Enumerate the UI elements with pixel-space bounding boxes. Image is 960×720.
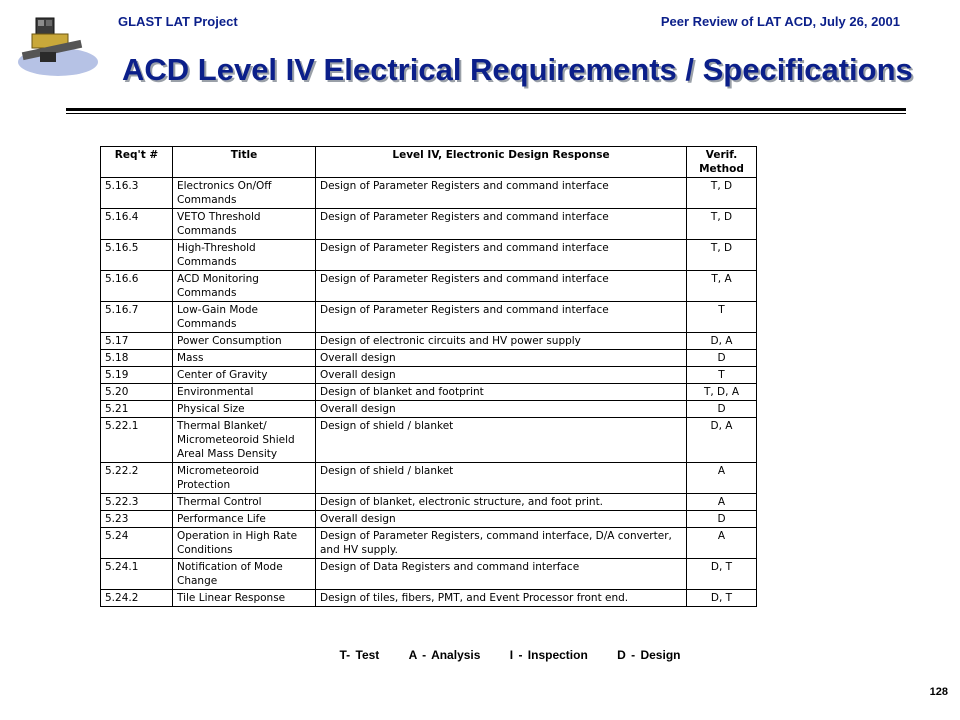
glast-satellite-logo — [12, 12, 104, 84]
cell-verif-method: D — [687, 511, 757, 528]
cell-title: Operation in High Rate Conditions — [173, 528, 316, 559]
slide-title: ACD Level IV Electrical Requirements / Specifications — [122, 52, 913, 87]
cell-response: Design of electronic circuits and HV power supply — [316, 333, 687, 350]
cell-verif-method: A — [687, 528, 757, 559]
legend-test: T- Test — [339, 648, 380, 662]
cell-title: VETO Threshold Commands — [173, 209, 316, 240]
cell-req-number: 5.20 — [101, 384, 173, 401]
cell-title: Physical Size — [173, 401, 316, 418]
cell-verif-method: T — [687, 367, 757, 384]
cell-response: Overall design — [316, 350, 687, 367]
cell-req-number: 5.24 — [101, 528, 173, 559]
cell-title: Performance Life — [173, 511, 316, 528]
cell-response: Design of Parameter Registers and command interface — [316, 302, 687, 333]
cell-verif-method: T, D, A — [687, 384, 757, 401]
table-body — [101, 178, 757, 607]
cell-response: Design of Parameter Registers, command interface, D/A converter, and HV supply. — [316, 528, 687, 559]
cell-req-number: 5.16.4 — [101, 209, 173, 240]
cell-verif-method: T — [687, 302, 757, 333]
cell-req-number: 5.18 — [101, 350, 173, 367]
table-row — [101, 401, 757, 418]
title-rule — [66, 108, 906, 111]
cell-title: Micrometeoroid Protection — [173, 463, 316, 494]
cell-response: Design of Parameter Registers and command interface — [316, 178, 687, 209]
project-label: GLAST LAT Project — [118, 14, 238, 29]
table-row — [101, 302, 757, 333]
cell-response: Design of tiles, fibers, PMT, and Event Processor front end. — [316, 590, 687, 607]
cell-title: Center of Gravity — [173, 367, 316, 384]
requirements-table — [100, 146, 757, 607]
cell-title: Low-Gain Mode Commands — [173, 302, 316, 333]
cell-response: Design of blanket, electronic structure, and foot print. — [316, 494, 687, 511]
cell-req-number: 5.17 — [101, 333, 173, 350]
table-row — [101, 559, 757, 590]
col-header-response: Level IV, Electronic Design Response — [316, 147, 687, 178]
cell-title: Power Consumption — [173, 333, 316, 350]
cell-title: Mass — [173, 350, 316, 367]
table-row — [101, 590, 757, 607]
cell-verif-method: T, D — [687, 178, 757, 209]
cell-response: Design of Data Registers and command interface — [316, 559, 687, 590]
cell-verif-method: T, A — [687, 271, 757, 302]
col-header-verif: Verif. Method — [687, 147, 757, 178]
cell-req-number: 5.16.6 — [101, 271, 173, 302]
cell-title: Thermal Blanket/ Micrometeoroid Shield Areal Mass Density — [173, 418, 316, 463]
cell-title: Notification of Mode Change — [173, 559, 316, 590]
cell-response: Design of shield / blanket — [316, 418, 687, 463]
cell-verif-method: D, A — [687, 333, 757, 350]
cell-req-number: 5.16.5 — [101, 240, 173, 271]
col-header-title: Title — [173, 147, 316, 178]
cell-req-number: 5.22.3 — [101, 494, 173, 511]
table-row — [101, 418, 757, 463]
table-row — [101, 494, 757, 511]
cell-req-number: 5.24.1 — [101, 559, 173, 590]
review-label: Peer Review of LAT ACD, July 26, 2001 — [660, 14, 900, 29]
cell-title: Thermal Control — [173, 494, 316, 511]
cell-response: Overall design — [316, 511, 687, 528]
cell-response: Design of Parameter Registers and command interface — [316, 271, 687, 302]
title-rule-thin — [66, 113, 906, 114]
cell-verif-method: T, D — [687, 240, 757, 271]
cell-req-number: 5.23 — [101, 511, 173, 528]
table-row — [101, 463, 757, 494]
cell-title: Environmental — [173, 384, 316, 401]
legend — [0, 648, 960, 662]
table-row — [101, 367, 757, 384]
cell-title: Electronics On/Off Commands — [173, 178, 316, 209]
table-row — [101, 271, 757, 302]
cell-verif-method: A — [687, 494, 757, 511]
legend-analysis: A - Analysis — [408, 648, 481, 662]
cell-verif-method: T, D — [687, 209, 757, 240]
cell-title: High-Threshold Commands — [173, 240, 316, 271]
table-row — [101, 528, 757, 559]
cell-response: Design of Parameter Registers and command interface — [316, 240, 687, 271]
cell-req-number: 5.16.7 — [101, 302, 173, 333]
cell-req-number: 5.22.1 — [101, 418, 173, 463]
cell-req-number: 5.19 — [101, 367, 173, 384]
col-header-req: Req't # — [101, 147, 173, 178]
cell-response: Design of shield / blanket — [316, 463, 687, 494]
cell-verif-method: D — [687, 350, 757, 367]
table-row — [101, 511, 757, 528]
cell-title: ACD Monitoring Commands — [173, 271, 316, 302]
table-row — [101, 350, 757, 367]
cell-verif-method: D, A — [687, 418, 757, 463]
legend-design: D - Design — [617, 648, 681, 662]
cell-verif-method: D, T — [687, 559, 757, 590]
cell-req-number: 5.21 — [101, 401, 173, 418]
legend-inspection: I - Inspection — [509, 648, 588, 662]
cell-verif-method: D — [687, 401, 757, 418]
cell-response: Overall design — [316, 401, 687, 418]
cell-response: Design of Parameter Registers and command interface — [316, 209, 687, 240]
table-header-row — [101, 147, 757, 178]
table-row — [101, 178, 757, 209]
cell-response: Design of blanket and footprint — [316, 384, 687, 401]
cell-verif-method: D, T — [687, 590, 757, 607]
cell-req-number: 5.24.2 — [101, 590, 173, 607]
table-row — [101, 384, 757, 401]
cell-title: Tile Linear Response — [173, 590, 316, 607]
cell-response: Overall design — [316, 367, 687, 384]
table-row — [101, 209, 757, 240]
table-row — [101, 240, 757, 271]
cell-req-number: 5.22.2 — [101, 463, 173, 494]
cell-req-number: 5.16.3 — [101, 178, 173, 209]
table-row — [101, 333, 757, 350]
cell-verif-method: A — [687, 463, 757, 494]
page-number: 128 — [929, 686, 948, 698]
